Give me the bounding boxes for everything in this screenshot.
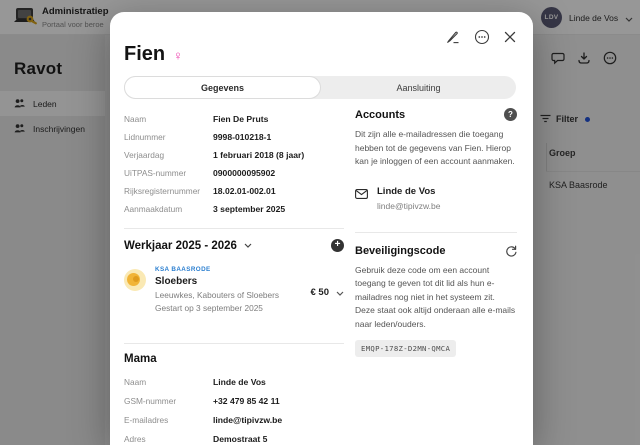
edit-button[interactable] <box>446 30 460 44</box>
chevron-down-icon <box>336 283 344 301</box>
group-card-sloebers <box>124 266 344 313</box>
app-title: Administratiep <box>42 6 109 17</box>
app-subtitle: Portaal voor beroe <box>42 20 104 29</box>
mama-row-naam: Naam Linde de Vos <box>124 376 266 387</box>
envelope-icon <box>355 186 368 211</box>
price-dropdown[interactable] <box>311 283 345 301</box>
accounts-description: Dit zijn alle e-mailadressen die toegang hebben tot de gegevens van Fien. Hierop kan je inloggen of een account aanmaken. <box>355 129 515 166</box>
member-detail-modal <box>110 12 533 445</box>
divider <box>124 343 344 344</box>
security-code-title: Beveiligingscode <box>355 244 446 257</box>
modal-tabs <box>124 76 516 99</box>
tab-aansluiting[interactable]: Aansluiting <box>396 82 441 93</box>
detail-row-lidnummer: Lidnummer 9998-010218-1 <box>124 132 272 142</box>
accounts-title: Accounts <box>355 108 406 121</box>
account-name: Linde de Vos <box>377 185 436 197</box>
group-organisation: KSA BAASRODE <box>155 266 211 273</box>
group-logo-icon <box>124 269 146 291</box>
detail-row-aanmaakdatum: Aanmaakdatum 3 september 2025 <box>124 204 286 214</box>
account-email: linde@tipivzw.be <box>377 200 441 211</box>
close-button[interactable] <box>504 31 516 43</box>
werkjaar-title: Werkjaar 2025 - 2026 <box>124 239 237 252</box>
chevron-down-icon[interactable] <box>244 243 252 248</box>
security-code-value: EMQP-178Z-D2MN-QMCA <box>355 340 456 357</box>
details-column <box>124 110 344 445</box>
price-value: € 50 <box>310 286 329 298</box>
detail-row-rijksregister: Rijksregisternummer 18.02.01-002.01 <box>124 186 276 196</box>
detail-row-verjaardag: Verjaardag 1 februari 2018 (8 jaar) <box>124 150 305 160</box>
group-name: Sloebers <box>155 276 198 287</box>
security-code-description: Gebruik deze code om een account toegang te geven tot dit lid als hun e-mailadres nog niet in het systeem zit. Deze staat ook altijd onderaan alle e-mails naar leden/ouders. <box>355 264 516 329</box>
divider <box>355 232 517 233</box>
more-options-button[interactable] <box>474 29 490 45</box>
accounts-column <box>355 108 517 357</box>
female-gender-icon: ♀ <box>173 48 183 63</box>
group-start-date: Gestart op 3 september 2025 <box>155 303 263 313</box>
detail-row-naam: Naam Fien De Pruts <box>124 114 269 124</box>
modal-title: Fien <box>124 43 166 65</box>
mama-row-email: E-mailadres linde@tipivzw.be <box>124 414 283 425</box>
divider <box>124 228 344 229</box>
sidebar-item-label: Inschrijvingen <box>33 123 85 134</box>
add-group-button[interactable]: + <box>331 239 344 252</box>
mama-row-gsm: GSM-nummer +32 479 85 42 11 <box>124 395 280 406</box>
user-avatar: LDV <box>541 7 562 28</box>
table-row[interactable]: KSA Baasrode <box>549 180 608 190</box>
tab-gegevens[interactable]: Gegevens <box>124 76 321 99</box>
sidebar-item-label: Leden <box>33 98 57 109</box>
filter-label: Filter <box>556 114 579 124</box>
user-name: Linde de Vos <box>569 12 619 23</box>
mama-row-adres: Adres Demostraat 5 <box>124 433 268 444</box>
table-header-groep: Groep <box>549 148 576 158</box>
mama-section-title: Mama <box>124 353 157 365</box>
help-icon[interactable]: ? <box>504 108 517 121</box>
detail-row-uitpas: UiTPAS-nummer 0900000095902 <box>124 168 276 178</box>
refresh-icon[interactable] <box>505 245 517 257</box>
account-entry[interactable] <box>355 186 517 211</box>
group-subgroups: Leeuwkes, Kabouters of Sloebers <box>155 290 280 300</box>
sidebar-title: Ravot <box>14 59 63 78</box>
